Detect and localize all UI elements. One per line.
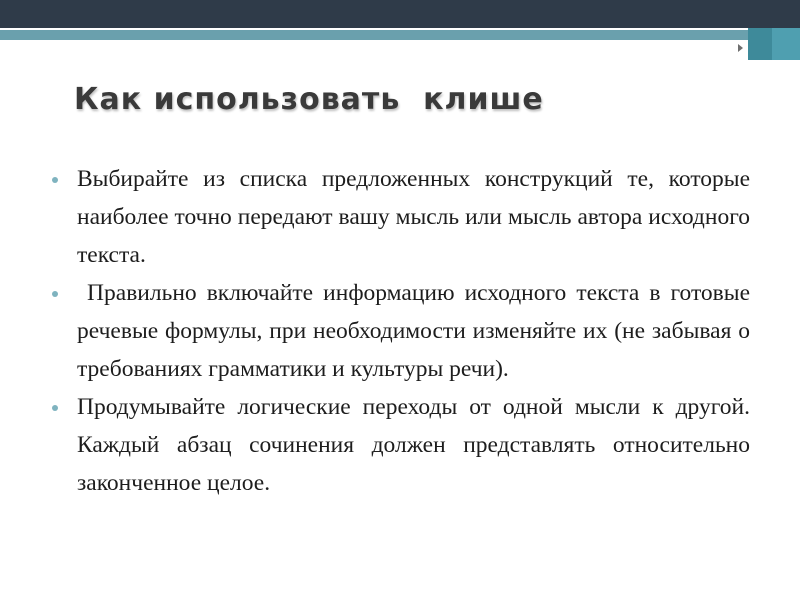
bullet-icon (52, 291, 58, 297)
bullet-text: Правильно включайте информацию исходного текста в готовые речевые формулы, при необходимости изменяйте их (не забывая о требованиях грамматики и культуры речи). (77, 280, 756, 382)
slide-body (48, 160, 756, 502)
pointer-arrow-icon (738, 44, 743, 52)
bullet-icon (52, 177, 58, 183)
corner-tab-highlight (772, 28, 800, 60)
bullet-item (48, 160, 756, 274)
bullet-text: Продумывайте логические переходы от одной мысли к другой. Каждый абзац сочинения должен представлять относительно законченное целое. (77, 394, 756, 496)
bullet-item (48, 388, 756, 502)
accent-stripe (0, 30, 748, 40)
bullet-list (48, 160, 756, 502)
header-bar (0, 0, 800, 28)
bullet-item (48, 274, 756, 388)
bullet-icon (52, 405, 58, 411)
slide-title: Как использовать клише (74, 82, 544, 117)
bullet-text: Выбирайте из списка предложенных конструкций те, которые наиболее точно передают вашу мысль или мысль автора исходного текста. (77, 166, 756, 268)
